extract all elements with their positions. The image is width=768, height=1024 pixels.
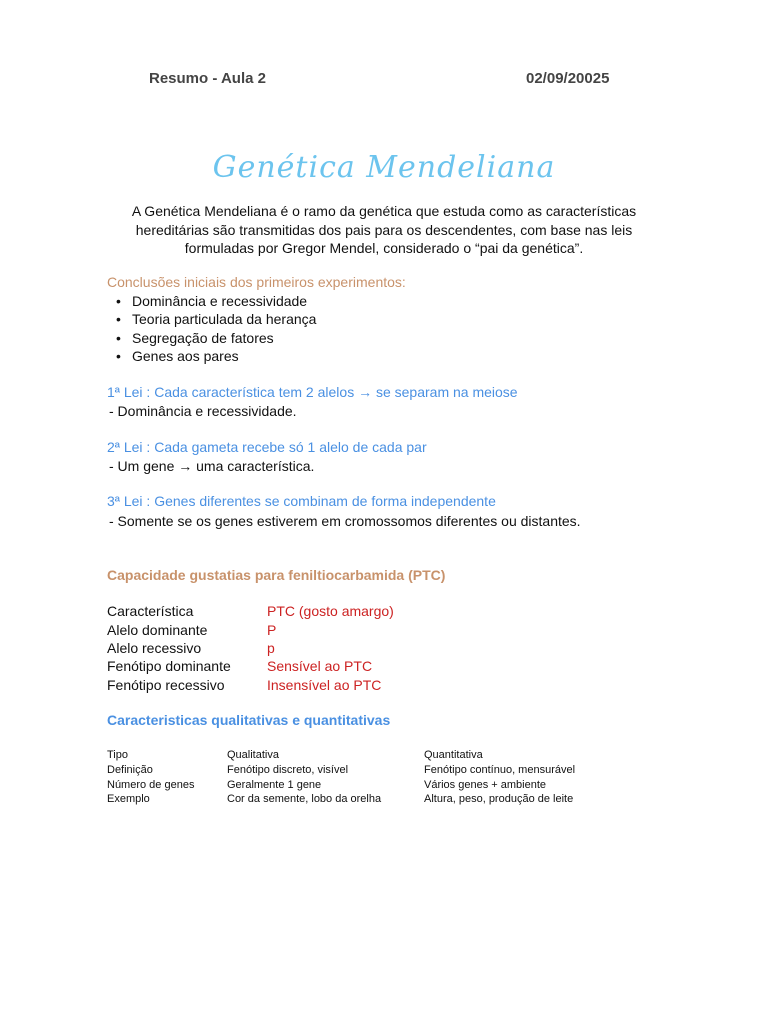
qual-quant-heading: Caracteristicas qualitativas e quantitativas [107, 712, 391, 728]
table-cell: Exemplo [107, 793, 150, 805]
ptc-row [107, 658, 607, 676]
ptc-heading: Capacidade gustatias para feniltiocarbamida (PTC) [107, 567, 446, 583]
table-row [107, 793, 627, 807]
ptc-value: P [267, 622, 277, 638]
header-lesson-title: Resumo - Aula 2 [149, 70, 266, 87]
ptc-row [107, 603, 607, 621]
intro-paragraph: A Genética Mendeliana é o ramo da genética que estuda como as características hereditárias são transmitidas dos pais para os descendentes, com base nas leis formuladas por Gregor Mendel, considerado o “pai da genética”. [131, 203, 637, 256]
ptc-row [107, 640, 607, 658]
second-law-title: 2ª Lei : Cada gameta recebe só 1 alelo de cada par [107, 439, 427, 455]
page-title: Genética Mendeliana [212, 150, 556, 185]
table-row [107, 779, 627, 793]
ptc-value: Insensível ao PTC [267, 677, 382, 693]
table-cell: Vários genes + ambiente [424, 779, 546, 791]
ptc-key: Alelo dominante [107, 622, 208, 638]
conclusions-label: Conclusões iniciais dos primeiros experimentos: [107, 274, 406, 290]
ptc-key: Fenótipo dominante [107, 658, 231, 674]
table-cell: Cor da semente, lobo da orelha [227, 793, 382, 805]
list-item: • Genes aos pares [114, 347, 316, 365]
table-cell: Qualitativa [227, 749, 279, 761]
conclusions-list [114, 292, 316, 365]
table-cell: Definição [107, 764, 153, 776]
first-law-desc: - Dominância e recessividade. [109, 403, 297, 419]
second-law-desc: - Um gene → uma característica. [109, 458, 315, 474]
header-date: 02/09/20025 [526, 70, 610, 87]
table-cell: Número de genes [107, 779, 195, 791]
ptc-row [107, 622, 607, 640]
table-cell: Fenótipo discreto, visível [227, 764, 349, 776]
ptc-value: p [267, 640, 275, 656]
third-law-desc: - Somente se os genes estiverem em cromossomos diferentes ou distantes. [109, 513, 581, 529]
table-cell: Quantitativa [424, 749, 483, 761]
table-row [107, 749, 627, 763]
table-row [107, 764, 627, 778]
ptc-value: Sensível ao PTC [267, 658, 373, 674]
ptc-key: Fenótipo recessivo [107, 677, 225, 693]
first-law-title: 1ª Lei : Cada característica tem 2 alelos → se separam na meiose [107, 384, 518, 400]
ptc-key: Característica [107, 603, 194, 619]
ptc-value: PTC (gosto amargo) [267, 603, 394, 619]
table-cell: Fenótipo contínuo, mensurável [424, 764, 576, 776]
ptc-key: Alelo recessivo [107, 640, 202, 656]
list-item: • Segregação de fatores [114, 329, 316, 347]
list-item: • Dominância e recessividade [114, 292, 316, 310]
table-cell: Tipo [107, 749, 128, 761]
third-law-title: 3ª Lei : Genes diferentes se combinam de forma independente [107, 493, 496, 509]
table-cell: Geralmente 1 gene [227, 779, 322, 791]
ptc-row [107, 677, 607, 695]
table-cell: Altura, peso, produção de leite [424, 793, 574, 805]
list-item: • Teoria particulada da herança [114, 310, 316, 328]
